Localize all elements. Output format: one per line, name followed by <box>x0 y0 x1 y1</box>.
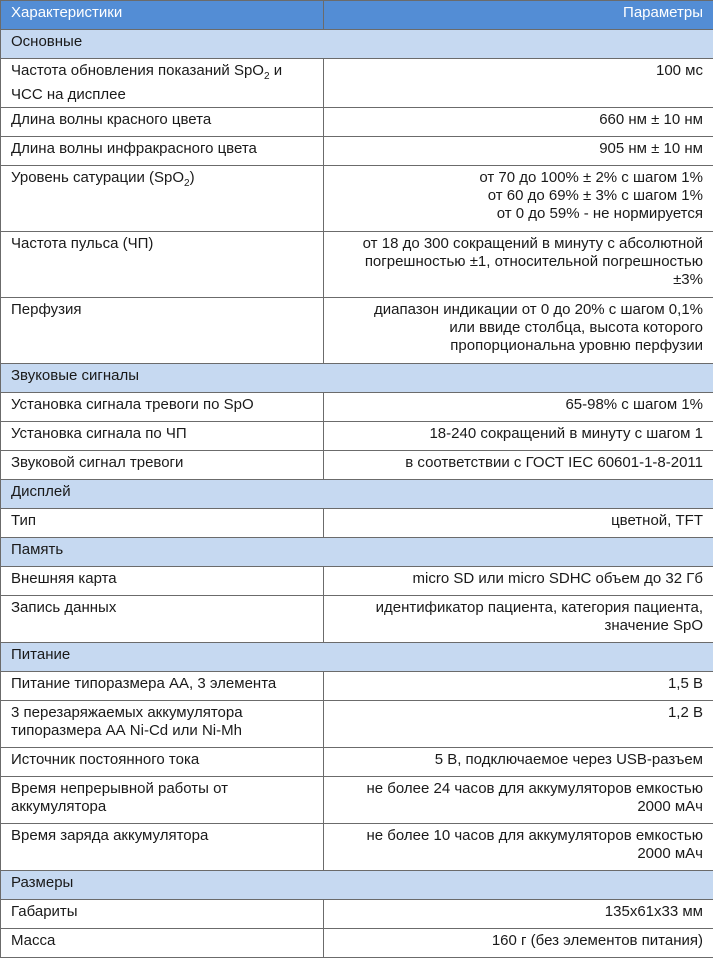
row-value <box>324 232 713 298</box>
label-text: 3 перезаряжаемых аккумулятора <box>11 704 243 721</box>
label-text: Уровень сатурации (SpO <box>11 169 184 186</box>
table-row <box>1 422 713 451</box>
row-value <box>324 298 713 364</box>
section-title: Основные <box>1 30 713 59</box>
section-row-display <box>1 480 713 509</box>
value-line: 2000 мАч <box>637 845 703 862</box>
section-row-sound <box>1 364 713 393</box>
table-row <box>1 748 713 777</box>
value-line: идентификатор пациента, категория пациента, <box>376 599 703 616</box>
row-label: Внешняя карта <box>1 567 324 596</box>
table-row <box>1 596 713 643</box>
row-label: Звуковой сигнал тревоги <box>1 451 324 480</box>
subscript-text: 2 <box>184 178 190 189</box>
table-row <box>1 137 713 166</box>
table-row <box>1 777 713 824</box>
column-header-characteristics: Характеристики <box>1 1 324 30</box>
table-row <box>1 929 713 958</box>
row-value: micro SD или micro SDHC объем до 32 Гб <box>324 567 713 596</box>
value-line: или ввиде столбца, высота которого <box>449 319 703 336</box>
section-title: Звуковые сигналы <box>1 364 713 393</box>
row-value: 65-98% с шагом 1% <box>324 393 713 422</box>
row-label: Установка сигнала тревоги по SpO <box>1 393 324 422</box>
value-line: 2000 мАч <box>637 798 703 815</box>
label-text: Частота обновления показаний SpO <box>11 62 264 79</box>
table-row <box>1 232 713 298</box>
table-row <box>1 393 713 422</box>
table-row <box>1 672 713 701</box>
section-row-memory <box>1 538 713 567</box>
row-value <box>324 596 713 643</box>
value-line: от 70 до 100% ± 2% с шагом 1% <box>479 169 703 186</box>
value-line: пропорциональна уровню перфузии <box>450 337 703 354</box>
value-line: диапазон индикации от 0 до 20% с шагом 0,1% <box>374 301 703 318</box>
table-header-row <box>1 1 713 30</box>
label-text: ЧСС на дисплее <box>11 86 126 103</box>
table-row <box>1 59 713 108</box>
section-title: Память <box>1 538 713 567</box>
row-label: Масса <box>1 929 324 958</box>
row-label: Частота пульса (ЧП) <box>1 232 324 298</box>
table-row <box>1 567 713 596</box>
table-row <box>1 900 713 929</box>
section-title: Размеры <box>1 871 713 900</box>
row-value <box>324 777 713 824</box>
row-value: 660 нм ± 10 нм <box>324 108 713 137</box>
subscript-text: 2 <box>264 71 270 82</box>
row-label <box>1 59 324 108</box>
value-line: погрешностью ±1, относительной погрешностью <box>365 253 703 270</box>
section-row-basic <box>1 30 713 59</box>
section-title: Питание <box>1 643 713 672</box>
table-row <box>1 509 713 538</box>
row-value: 160 г (без элементов питания) <box>324 929 713 958</box>
row-value: 5 В, подключаемое через USB-разъем <box>324 748 713 777</box>
row-label <box>1 166 324 232</box>
table-row <box>1 166 713 232</box>
section-row-power <box>1 643 713 672</box>
row-label: Габариты <box>1 900 324 929</box>
row-label: Тип <box>1 509 324 538</box>
value-line: не более 10 часов для аккумуляторов емкостью <box>367 827 703 844</box>
column-header-parameters: Параметры <box>324 1 713 30</box>
row-label: Питание типоразмера АА, 3 элемента <box>1 672 324 701</box>
value-line: от 0 до 59% - не нормируется <box>497 205 703 222</box>
row-value: 1,5 В <box>324 672 713 701</box>
row-value: 100 мс <box>324 59 713 108</box>
row-label: Длина волны красного цвета <box>1 108 324 137</box>
row-label: Длина волны инфракрасного цвета <box>1 137 324 166</box>
row-value: 1,2 В <box>324 701 713 748</box>
row-label: Источник постоянного тока <box>1 748 324 777</box>
row-label: Установка сигнала по ЧП <box>1 422 324 451</box>
value-line: от 60 до 69% ± 3% с шагом 1% <box>488 187 703 204</box>
table-row <box>1 298 713 364</box>
label-text: типоразмера АА Ni-Cd или Ni-Mh <box>11 722 242 739</box>
table-row <box>1 108 713 137</box>
row-value: в соответствии с ГОСТ IEC 60601-1-8-2011 <box>324 451 713 480</box>
label-text: аккумулятора <box>11 798 106 815</box>
row-value: 18-240 сокращений в минуту с шагом 1 <box>324 422 713 451</box>
row-value: 905 нм ± 10 нм <box>324 137 713 166</box>
table-row <box>1 701 713 748</box>
row-label <box>1 701 324 748</box>
row-value <box>324 824 713 871</box>
row-label: Время заряда аккумулятора <box>1 824 324 871</box>
section-title: Дисплей <box>1 480 713 509</box>
label-text: Время непрерывной работы от <box>11 780 228 797</box>
row-label: Перфузия <box>1 298 324 364</box>
section-row-dimensions <box>1 871 713 900</box>
row-value <box>324 166 713 232</box>
label-text: ) <box>190 169 195 186</box>
table-row <box>1 824 713 871</box>
row-value: цветной, TFT <box>324 509 713 538</box>
value-line: ±3% <box>673 271 703 288</box>
value-line: значение SpO <box>604 617 703 634</box>
row-label <box>1 777 324 824</box>
row-value: 135х61х33 мм <box>324 900 713 929</box>
value-line: не более 24 часов для аккумуляторов емкостью <box>367 780 703 797</box>
row-label: Запись данных <box>1 596 324 643</box>
value-line: от 18 до 300 сокращений в минуту с абсолютной <box>363 235 703 252</box>
label-text: и <box>270 62 283 79</box>
table-row <box>1 451 713 480</box>
